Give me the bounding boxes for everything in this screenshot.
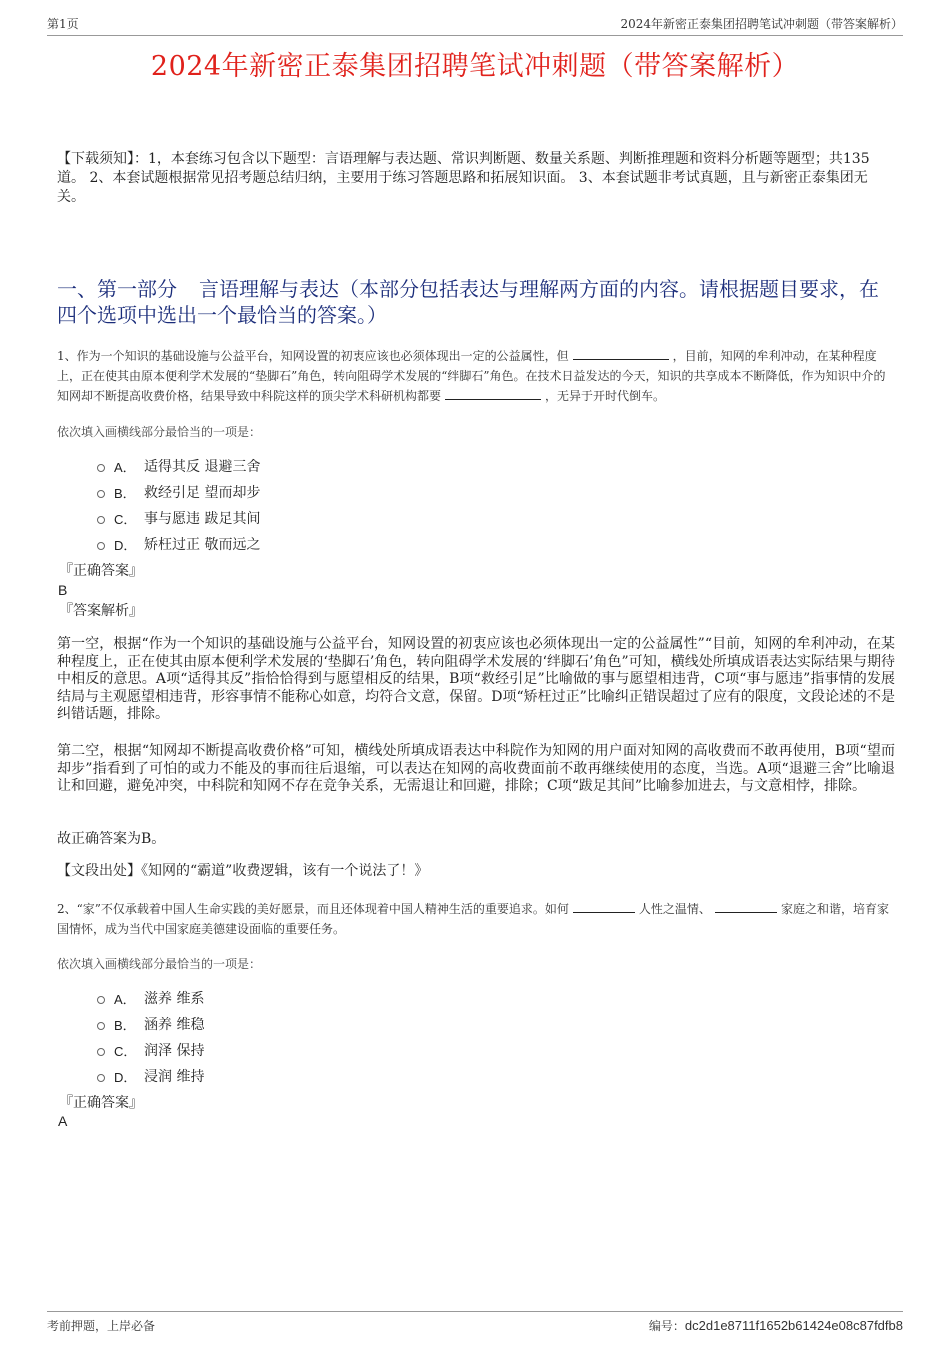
q1-option-d[interactable] bbox=[97, 531, 260, 557]
option-letter: D． bbox=[114, 1069, 137, 1085]
q1-blank-1 bbox=[573, 347, 669, 360]
q2-text-part-a: 2、“家”不仅承载着中国人生命实践的美好愿景，而且还体现着中国人精神生活的重要追求。如何 bbox=[57, 902, 569, 916]
q1-source: 【文段出处】《知网的“霸道”收费逻辑，该有一个说法了！》 bbox=[57, 863, 429, 879]
q2-answer: A bbox=[58, 1113, 68, 1129]
download-notice: 【下载须知】：1，本套练习包含以下题型：言语理解与表达题、常识判断题、数量关系题、判断推理题和资料分析题等题型；共135道。 2、本套试题根据常见招考题总结归纳，主要用于练习答题思路和拓展知识面。 3、本套试题非考试真题，且与新密正泰集团无关。 bbox=[57, 151, 870, 205]
option-text: 滋养 维系 bbox=[144, 991, 205, 1007]
q1-option-a[interactable] bbox=[97, 453, 260, 479]
q1-text-part-c: ，无异于开时代倒车。 bbox=[545, 389, 666, 403]
q1-analysis-para-1: 第一空，根据“作为一个知识的基础设施与公益平台，知网设置的初衷应该也必须体现出一定的公益属性”“目前，知网的牟利冲动，在某种程度上，正在使其由原本便利学术发展的‘垫脚石’角色，转向阻碍学术发展的‘绊脚石’角色”可知，横线处所填成语表达实际结果与期待中相反的意思。A项“适得其反”指恰恰得到与愿望相反的结果，B项“救经引足”比喻做的事与愿望相违背，C项“事与愿违”指事情的发展结局与主观愿望相违背，形容事情不能称心如意，均符合文意，保留。D项“矫枉过正”比喻纠正错误超过了应有的限度，文段论述的不是纠错话题，排除。 bbox=[57, 636, 895, 722]
q1-blank-2 bbox=[445, 387, 541, 400]
radio-icon[interactable] bbox=[97, 996, 105, 1004]
radio-icon[interactable] bbox=[97, 1074, 105, 1082]
option-letter: C． bbox=[114, 511, 137, 527]
q1-analysis-para-2: 第二空，根据“知网却不断提高收费价格”可知，横线处所填成语表达中科院作为知网的用户面对知网的高收费而不敢再使用，B项“望而却步”指看到了可怕的或力不能及的事而往后退缩，可以表达在知网的高收费面前不敢再继续使用的态度，当选。A项“退避三舍”比喻退让和回避，避免冲突，中科院和知网不存在竞争关系，无需退让和回避，排除；C项“跋足其间”比喻参加进去，与文意相悖，排除。 bbox=[57, 743, 895, 794]
q2-option-c[interactable] bbox=[97, 1037, 204, 1063]
option-text: 救经引足 望而却步 bbox=[144, 485, 261, 501]
question-2-text bbox=[57, 899, 895, 939]
option-letter: A． bbox=[114, 459, 136, 475]
q2-options bbox=[97, 985, 204, 1089]
option-text: 适得其反 退避三舍 bbox=[144, 459, 261, 475]
radio-icon[interactable] bbox=[97, 1022, 105, 1030]
radio-icon[interactable] bbox=[97, 516, 105, 524]
footer-code bbox=[649, 1317, 903, 1334]
q1-options bbox=[97, 453, 260, 557]
q2-option-d[interactable] bbox=[97, 1063, 204, 1089]
footer-code-label: 编号： bbox=[648, 1319, 685, 1333]
q1-text-part-a: 1、作为一个知识的基础设施与公益平台，知网设置的初衷应该也必须体现出一定的公益属性，但 bbox=[57, 349, 569, 363]
page-title: 2024年新密正泰集团招聘笔试冲刺题（带答案解析） bbox=[150, 51, 800, 82]
radio-icon[interactable] bbox=[97, 490, 105, 498]
footer-code-value: dc2d1e8711f1652b61424e08c87fdfb8 bbox=[684, 1318, 903, 1333]
radio-icon[interactable] bbox=[97, 464, 105, 472]
page-footer bbox=[47, 1311, 903, 1334]
option-letter: B． bbox=[114, 485, 136, 501]
option-text: 涵养 维稳 bbox=[144, 1017, 205, 1033]
option-text: 润泽 保持 bbox=[144, 1043, 205, 1059]
q2-blank-2 bbox=[715, 900, 777, 913]
section-heading bbox=[57, 276, 895, 328]
option-letter: A． bbox=[114, 991, 136, 1007]
q2-option-a[interactable] bbox=[97, 985, 204, 1011]
q2-answer-label: 『正确答案』 bbox=[59, 1095, 143, 1111]
q1-answer: B bbox=[58, 582, 68, 598]
radio-icon[interactable] bbox=[97, 1048, 105, 1056]
q2-option-b[interactable] bbox=[97, 1011, 204, 1037]
q1-text-part-b: ，目前，知网的牟利冲动，在某种程度上，正在使其由原本便利学术发展的“垫脚石”角色，转向阻碍学术发展的“绊脚石”角色。在技术日益发达的今天，知识的共享成本不断降低，作为知识中介的知网却不断提高收费价格，结果导致中科院这样的顶尖学术科研机构都要 bbox=[57, 349, 886, 403]
q1-option-b[interactable] bbox=[97, 479, 260, 505]
page-header bbox=[47, 14, 903, 36]
question-1-text bbox=[57, 346, 895, 406]
header-doc-title: 2024年新密正泰集团招聘笔试冲刺题（带答案解析） bbox=[620, 17, 903, 31]
q1-answer-label: 『正确答案』 bbox=[59, 563, 143, 579]
option-letter: D． bbox=[114, 537, 137, 553]
section-desc: 言语理解与表达（本部分包括表达与理解两方面的内容。请根据题目要求，在四个选项中选出一个最恰当的答案。） bbox=[57, 277, 879, 327]
q1-option-c[interactable] bbox=[97, 505, 260, 531]
option-text: 矫枉过正 敬而远之 bbox=[144, 537, 261, 553]
q2-text-part-b: 人性之温情、 bbox=[638, 902, 711, 916]
q1-analysis-label: 『答案解析』 bbox=[59, 603, 143, 619]
page-number: 第1页 bbox=[47, 17, 79, 31]
q2-text-part-c: 家庭之和谐，培育家国情怀，成为当代中国家庭美德建设面临的重要任务。 bbox=[57, 902, 889, 936]
radio-icon[interactable] bbox=[97, 542, 105, 550]
q1-hint: 依次填入画横线部分最恰当的一项是： bbox=[57, 425, 262, 439]
q2-hint: 依次填入画横线部分最恰当的一项是： bbox=[57, 957, 262, 971]
q2-blank-1 bbox=[573, 900, 635, 913]
option-letter: B． bbox=[114, 1017, 136, 1033]
footer-slogan: 考前押题，上岸必备 bbox=[47, 1319, 156, 1333]
q1-analysis-conclusion: 故正确答案为B。 bbox=[57, 831, 166, 847]
option-text: 浸润 维持 bbox=[144, 1069, 205, 1085]
section-part: 一、第一部分 bbox=[57, 277, 177, 301]
option-text: 事与愿违 跋足其间 bbox=[144, 511, 261, 527]
option-letter: C． bbox=[114, 1043, 137, 1059]
